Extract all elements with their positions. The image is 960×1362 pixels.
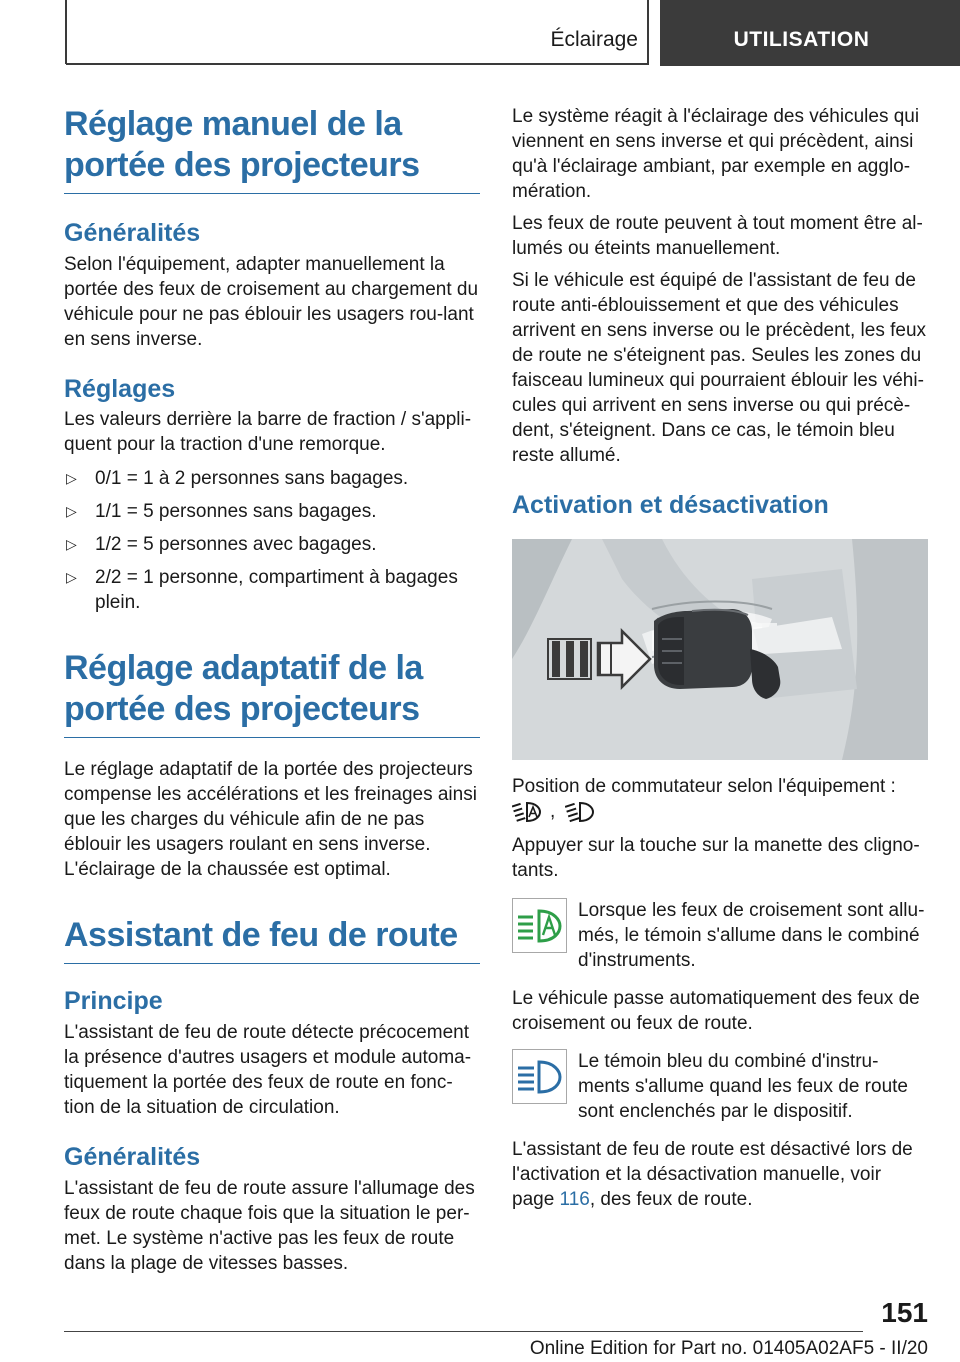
green-indicator-block [512, 898, 928, 973]
right-column [512, 104, 928, 1212]
heading-general-1: Généralités [64, 219, 201, 247]
list-item [64, 466, 480, 491]
stalk-drawing [512, 539, 928, 760]
footer-rule [64, 1331, 863, 1332]
list-item-text: 1/1 = 5 personnes sans bagages. [95, 501, 377, 522]
header-chapter-title: UTILISATION [733, 28, 870, 51]
heading-adaptive-range: Réglage adaptatif de la portée des projecteurs [64, 649, 423, 728]
paragraph-deactivation [512, 1137, 928, 1212]
heading-high-beam-assistant: Assistant de feu de route [64, 916, 458, 954]
paragraph-system-reacts: Le système réagit à l'éclairage des véhicules qui viennent en sens inverse et qui précèdent, ainsi qu'à l'éclairage ambiant, par exemple en agglo-mération. [512, 106, 920, 202]
paragraph-settings: Les valeurs derrière la barre de fraction / s'appli-quent pour la traction d'une remorque. [64, 409, 472, 455]
left-column [64, 104, 480, 1276]
paragraph-blue-indicator: Le témoin bleu du combiné d'instru-ments s'allume quand les feux de route sont enclenchés par le dispositif. [578, 1051, 908, 1122]
deactivation-text-start: L'assistant de feu de route est désactivé lors de l'activation et la désactivation manuelle, voir page [512, 1139, 913, 1210]
list-item [64, 565, 480, 615]
paragraph-adaptive-2: L'éclairage de la chaussée est optimal. [64, 859, 391, 880]
high-beam-assistant-icon [565, 800, 595, 824]
header-section-title: Éclairage [550, 28, 638, 51]
footer-edition: Online Edition for Part no. 01405A02AF5 - II/20 [529, 1338, 928, 1359]
green-high-beam-assistant-icon [513, 899, 566, 952]
list-item-text: 2/2 = 1 personne, compartiment à bagages plein. [95, 567, 458, 613]
paragraph-auto-switch: Le véhicule passe automatiquement des feux de croisement ou feux de route. [512, 988, 920, 1034]
switch-position-icons [512, 799, 928, 825]
paragraph-manual-switch: Les feux de route peuvent à tout moment être al-lumés ou éteints manuellement. [512, 213, 923, 259]
icon-separator: , [550, 801, 556, 822]
heading-general-2: Généralités [64, 1143, 201, 1171]
paragraph-adaptive-1: Le réglage adaptatif de la portée des projecteurs compense les accélérations et les freinages ainsi que les charges du véhicule afin de ne pas éblouir les usagers roulant en sens inverse. [64, 759, 477, 855]
paragraph-green-indicator: Lorsque les feux de croisement sont allu-més, le témoin s'allume dans le combiné d'instruments. [578, 900, 925, 971]
high-beam-assistant-a-icon [512, 800, 542, 824]
blue-indicator-box [512, 1049, 567, 1104]
paragraph-switch-position: Position de commutateur selon l'équipement : [512, 776, 896, 797]
heading-principle: Principe [64, 987, 163, 1015]
heading-settings: Réglages [64, 375, 176, 403]
page-number: 151 [881, 1297, 928, 1328]
paragraph-principle: L'assistant de feu de route détecte précocement la présence d'autres usagers et module automa-tiquement la portée des feux de route en fonc-tion de la situation de circulation. [64, 1022, 472, 1118]
heading-rule [64, 737, 480, 738]
paragraph-general-1: Selon l'équipement, adapter manuellement la portée des feux de croisement au chargement du véhicule pour ne pas éblouir les usagers rou-lant en sens inverse. [64, 254, 479, 350]
list-item-text: 0/1 = 1 à 2 personnes sans bagages. [95, 468, 409, 489]
heading-rule [64, 963, 480, 964]
settings-list [64, 466, 480, 615]
bullet-triangle-icon: ▷ [66, 536, 77, 552]
heading-rule [64, 193, 480, 194]
bullet-triangle-icon: ▷ [66, 569, 77, 585]
paragraph-general-2: L'assistant de feu de route assure l'allumage des feux de route chaque fois que la situation le per-met. Le système n'active pas les feux de route dans la plage de vitesses basses. [64, 1178, 475, 1274]
page-reference-link[interactable]: 116 [559, 1189, 590, 1210]
blue-high-beam-icon [513, 1050, 566, 1103]
list-item [64, 532, 480, 557]
green-indicator-box [512, 898, 567, 953]
bullet-triangle-icon: ▷ [66, 503, 77, 519]
heading-activation: Activation et désactivation [512, 491, 829, 519]
list-item-text: 1/2 = 5 personnes avec bagages. [95, 534, 377, 555]
heading-manual-range: Réglage manuel de la portée des projecteurs [64, 105, 420, 184]
blue-indicator-block [512, 1049, 928, 1124]
paragraph-anti-dazzle: Si le véhicule est équipé de l'assistant de feu de route anti-éblouissement et que des véhicules arrivent en sens inverse ou le précèdent, les feux de route ne s'éteignent pas. Seules les zones du faisceau lumineux qui pourraient éblouir les véhi-cules qui arrivent en sens inverse ou qui précè-dent, s'éteignent. Dans ce cas, le témoin bleu reste allumé. [512, 270, 927, 466]
bullet-triangle-icon: ▷ [66, 470, 77, 486]
list-item [64, 499, 480, 524]
deactivation-text-end: , des feux de route. [589, 1189, 753, 1210]
paragraph-press-button: Appuyer sur la touche sur la manette des cligno-tants. [512, 835, 920, 881]
turn-signal-stalk-illustration [512, 539, 928, 760]
